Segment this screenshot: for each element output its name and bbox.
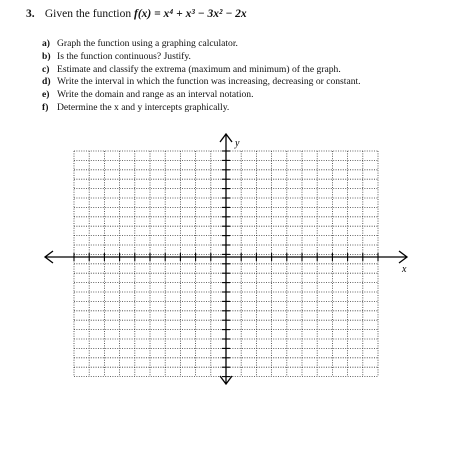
function-expression: f(x) = x⁴ + x³ − 3x² − 2x — [133, 8, 247, 20]
part-letter: b) — [42, 50, 51, 62]
part-text: Write the interval in which the function was increasing, decreasing or constant. — [57, 76, 361, 88]
part-letter: c) — [42, 63, 50, 75]
question-number: 3. — [26, 8, 35, 20]
x-axis-label: x — [402, 264, 407, 275]
y-axis-label: y — [235, 138, 240, 149]
question-prompt: Given the function — [44, 8, 132, 20]
part-letter: f) — [42, 101, 49, 113]
part-text: Estimate and classify the extrema (maximum and minimum) of the graph. — [57, 63, 341, 75]
part-letter: e) — [42, 89, 50, 101]
part-text: Write the domain and range as an interval notation. — [57, 89, 254, 101]
part-letter: d) — [42, 76, 51, 88]
part-letter: a) — [42, 38, 50, 49]
part-text: Determine the x and y intercepts graphically. — [57, 101, 230, 113]
part-text: Is the function continuous? Justify. — [57, 50, 191, 62]
part-text: Graph the function using a graphing calculator. — [57, 38, 238, 49]
